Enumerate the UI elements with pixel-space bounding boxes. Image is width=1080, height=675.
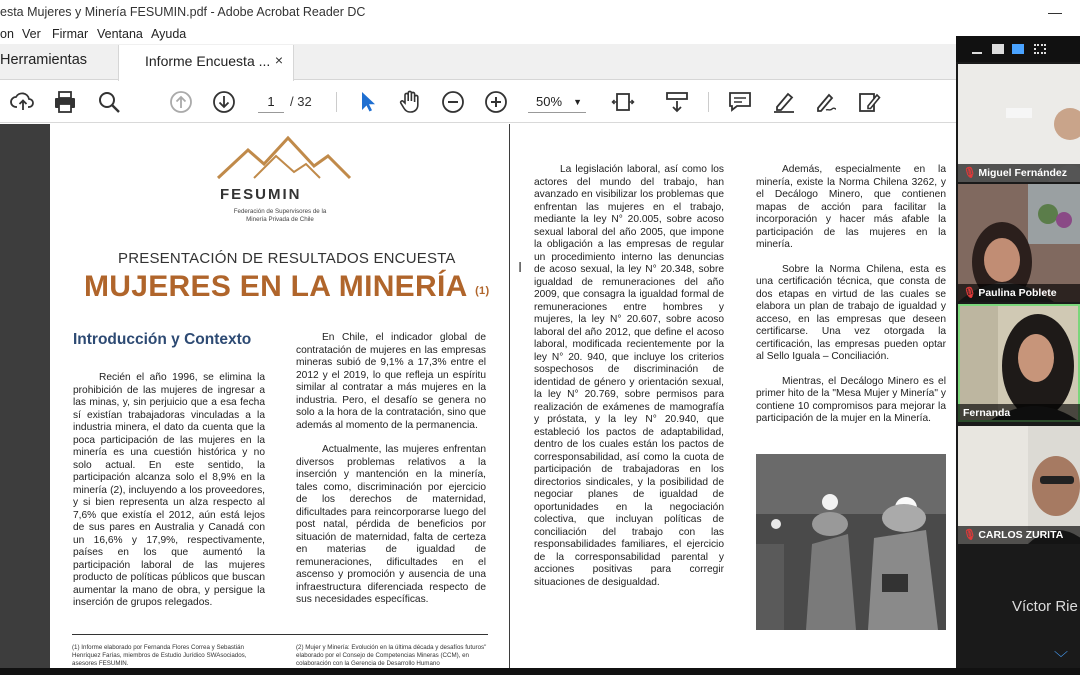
muted-mic-icon: 🎙 (963, 529, 977, 541)
toolbar (0, 81, 1080, 123)
tab-document[interactable] (118, 45, 294, 81)
miners-photo (756, 454, 946, 630)
video-call-panel (956, 36, 1080, 675)
window-title: esta Mujeres y Minería FESUMIN.pdf - Adobe Acrobat Reader DC (0, 5, 366, 19)
zoom-out-icon[interactable] (440, 89, 466, 115)
muted-mic-icon: 🎙 (963, 287, 977, 299)
participant-tile[interactable] (958, 184, 1080, 302)
scroll-mode-icon[interactable] (664, 89, 690, 115)
highlight-icon[interactable] (771, 89, 797, 115)
page-number-input[interactable]: 1 (258, 91, 284, 113)
text-cursor-icon: I (518, 259, 523, 276)
page-up-icon[interactable] (168, 89, 194, 115)
minimize-icon[interactable] (972, 44, 982, 54)
fit-page-icon[interactable] (610, 89, 636, 115)
comment-icon[interactable] (727, 89, 753, 115)
document-viewport[interactable] (0, 124, 956, 675)
zoom-value: 50% (536, 94, 563, 109)
participant-tile-active[interactable] (958, 304, 1080, 422)
participant-name (958, 526, 1080, 544)
logo-name: FESUMIN (220, 186, 302, 203)
print-icon[interactable] (52, 89, 78, 115)
sign-icon[interactable] (813, 89, 839, 115)
video-panel-controls (956, 36, 1080, 62)
chevron-down-icon[interactable]: ﹀ (1054, 650, 1068, 666)
toolbar-divider (336, 92, 337, 112)
main-title-text: MUJERES EN LA MINERÍA (84, 270, 467, 303)
participant-name (958, 284, 1080, 302)
toolbar-divider (708, 92, 709, 112)
participant-name (958, 404, 1080, 422)
menu-item-firmar[interactable]: Firmar (52, 27, 89, 41)
paragraph: Sobre la Norma Chilena, esta es una certificación técnica, que consta de dos etapas en virtud de las cuales se elabora un plan de trabajo de igualdad y acceso, en las empresas que deseen certificarse. Una vez otorgada la certificación, las empresas pueden optar al Sello Iguala – Conciliación. (756, 263, 946, 362)
paragraph: Actualmente, las mujeres enfrentan diversos problemas relativos a la inserción y mantención en la minería, tales como, discriminación por ejercicio de los derechos de maternidad, dificultades para reincorporarse luego del post natal, pérdida de beneficios por situación de maternidad, falta de certeza en materias de igualdad de remuneraciones, dificultades en el ascenso y promoción y ausencia de una infraestructura diferenciada respecto de sus necesidades específicas. (296, 444, 486, 605)
participant-tile[interactable] (958, 64, 1080, 182)
participant-name (958, 164, 1080, 182)
menu-item-ayuda[interactable]: Ayuda (151, 27, 187, 41)
footnote-divider (72, 634, 488, 635)
participant-name-text: Paulina Poblete (978, 287, 1057, 299)
footnote-1: (1) Informe elaborado por Fernanda Flores Correa y Sebastián Henríquez Farías, miembros de Estudio Jurídico SWAsociados, asesores FESUMIN. (72, 644, 247, 667)
paragraph: Además, especialmente en la minería, existe la Norma Chilena 3262, y el Decálogo Minero, que contienen mapas de acción para facilitar la incorporación y hacer más afable la participación de las mujeres en la minería. (756, 164, 946, 250)
close-tab-icon[interactable]: × (274, 52, 283, 68)
fesumin-logo (214, 134, 354, 224)
speaker-view-icon[interactable] (992, 44, 1004, 54)
paragraph: En Chile, el indicador global de contratación de mujeres en las empresas mineras subió de 9,1% a 17,3% entre el 2012 y el 2019, lo que refleja un espíritu similar al contratar a más mujeres en la industria. Pero, el desafío se genera no solo a la hora de la contratación, sino que además al momento de la permanencia. (296, 332, 486, 431)
pdf-page-left (50, 124, 509, 675)
menu-item-archivo[interactable]: on (0, 27, 14, 41)
text-column-3 (534, 164, 724, 601)
pdf-page-right (510, 124, 956, 675)
hand-icon[interactable] (397, 89, 423, 115)
search-zoom-icon[interactable] (96, 89, 122, 115)
menu-bar (0, 24, 1080, 44)
upload-icon[interactable] (10, 89, 36, 115)
paragraph: Mientras, el Decálogo Minero es el primer hito de la "Mesa Mujer y Minería" y contiene 10 compromisos para mejorar la participación de la mujer en la Minería. (756, 375, 946, 424)
logo-subtitle: Federación de Supervisores de la Minería Privada de Chile (233, 208, 327, 223)
paragraph: La legislación laboral, así como los actores del mundo del trabajo, han avanzado en visibilizar los problemas que enfrentan las mujeres en el trabajo, mediante la ley N° 20.005, sobre acoso sexual laboral del año 2005, que impone la obligación a las empresas de regular un procedimiento interno las denuncias de acoso sexual, la ley N° 20.348, sobre igualdad de remuneraciones del año 2009, que consagra la igualdad formal de remuneraciones entre hombres y mujeres, la ley N° 20.607, sobre acoso laboral del año 2012, que define el acoso laboral, modificada recientemente por la ley N° 20. 940, que incluye los criterios sospechosos de discriminación de identidad de género y orientación sexual, la ley N° 20.769, sobre permisos para realización de exámenes de mamografía y próstata, y la ley N° 20.940, que estableció los pactos de adaptabilidad, dentro de los cuales están los pactos de corresponsabilidad, así como la cuota de participación de trabajadoras en los directorios sindicales, y la posibilidad de negociar planes de igualdad de oportunidades en la negociación colectiva, que incluyan políticas de conciliación del trabajo con las responsabilidades familiares, el ejercicio de la corresponsabilidad parental y acciones positivas para corregir situaciones de desigualdad. (534, 164, 724, 588)
strip-view-icon[interactable] (1012, 44, 1024, 54)
title-bar (0, 0, 1080, 24)
presentation-title: PRESENTACIÓN DE RESULTADOS ENCUESTA (118, 250, 456, 267)
tab-bar (0, 44, 1080, 80)
text-column-4 (756, 164, 946, 438)
paragraph: Recién el año 1996, se elimina la prohibición de las mujeres de ingresar a las minas, y, sin perjuicio que a esa fecha sí existían trabajadoras vinculadas a la industria minera, el dato da cuenta que la poca participación de las mujeres en la minería es una cuestión histórica y no solo actual. En este sentido, la participación alcanza solo el 8,9% en la minería (2), incluyendo a los proveedores, y si bien representa un alza respecto al 7,6% que existía el 2012, aún está lejos de sus pares en Australia y Canadá con un 16,6% y 17,9%, respectivamente, países en los que aumentó la participación laboral de las mujeres producto de políticas públicos que buscan aumentar la mano de obra, y persigue la inserción de grupos relegados. (73, 372, 265, 608)
participant-name-text: Miguel Fernández (978, 167, 1068, 179)
main-title (84, 270, 489, 304)
participant-name-partial[interactable]: Víctor Rie (1012, 598, 1078, 615)
menu-item-ver[interactable]: Ver (22, 27, 41, 41)
zoom-select[interactable] (528, 91, 586, 113)
minimize-icon[interactable] (1048, 4, 1062, 14)
page-total: / 32 (290, 94, 312, 109)
gallery-view-icon[interactable] (1034, 44, 1046, 54)
chevron-down-icon: ▼ (573, 97, 582, 107)
intro-heading: Introducción y Contexto (73, 331, 252, 348)
taskbar-strip (0, 668, 1080, 675)
participant-tile[interactable] (958, 426, 1080, 544)
text-column-2 (296, 332, 486, 619)
main-title-note: (1) (475, 285, 490, 297)
footnote-2: (2) Mujer y Minería: Evolución en la última década y desafíos futuros" elaborado por el Consejo de Competencias Mineras (CCM), en colaboración con la Gerencia de Desarrollo Humano (296, 644, 487, 667)
menu-item-ventana[interactable]: Ventana (97, 27, 143, 41)
muted-mic-icon: 🎙 (963, 167, 977, 179)
zoom-in-icon[interactable] (483, 89, 509, 115)
mountains-logo-icon (214, 134, 354, 186)
edit-icon[interactable] (856, 89, 882, 115)
participant-name-text: CARLOS ZURITA (978, 529, 1064, 541)
select-cursor-icon[interactable] (354, 89, 380, 115)
tab-document-label: Informe Encuesta ... (145, 53, 271, 69)
page-down-icon[interactable] (211, 89, 237, 115)
text-column-1 (73, 372, 265, 622)
participant-name-text: Fernanda (963, 407, 1011, 419)
tab-tools[interactable]: Herramientas (0, 52, 88, 68)
